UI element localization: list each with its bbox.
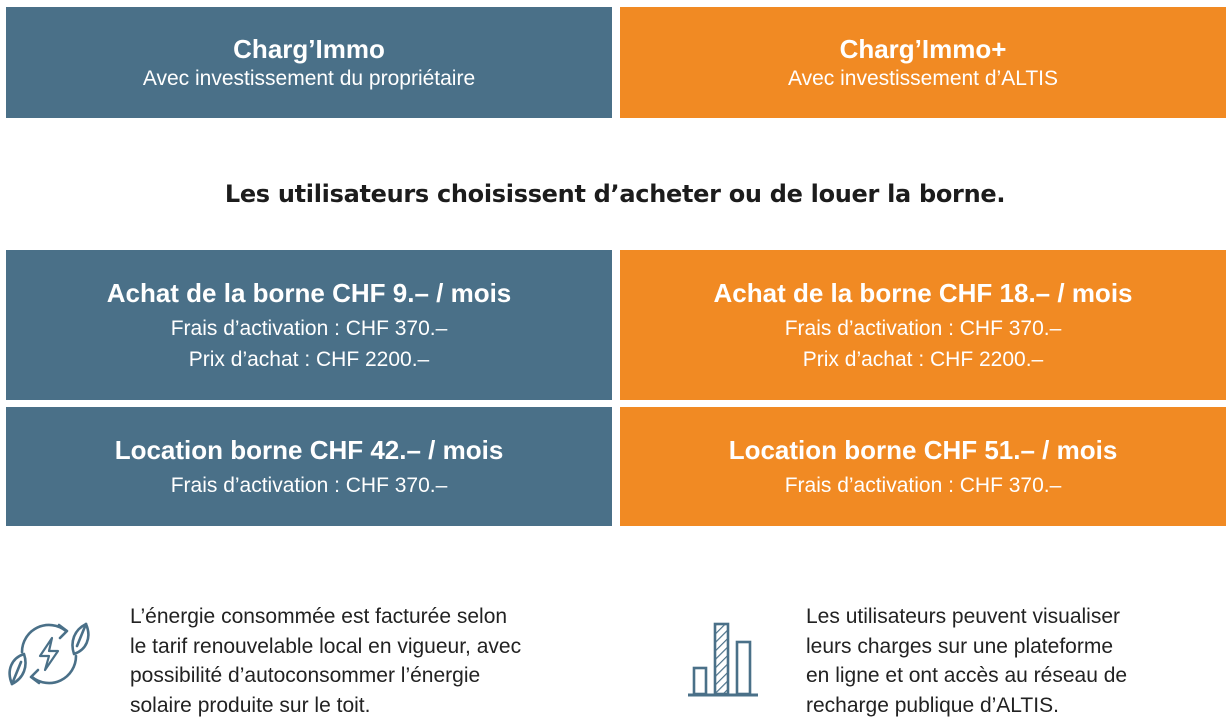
activation-fee: Frais d’activation : CHF 370.–: [784, 317, 1062, 340]
platform-info-text: Les utilisateurs peuvent visualiser leurs charges sur une plateforme en ligne et ont accès au réseau de recharge publique d’ALTIS.: [806, 605, 1128, 717]
purchase-option-chargimmo: [6, 250, 612, 400]
option-title: Achat de la borne CHF 9.– / mois: [106, 278, 512, 308]
purchase-price: Prix d’achat : CHF 2200.–: [188, 348, 430, 371]
offer-subtitle: Avec investissement du propriétaire: [142, 66, 476, 90]
option-title: Location borne CHF 42.– / mois: [114, 435, 504, 465]
option-title: Location borne CHF 51.– / mois: [728, 435, 1118, 465]
rental-option-chargimmo: [6, 407, 612, 526]
offer-header-chargimmo-plus: [620, 7, 1226, 118]
renewable-energy-icon: [4, 614, 94, 694]
activation-fee: Frais d’activation : CHF 370.–: [170, 317, 448, 340]
offer-subtitle: Avec investissement d’ALTIS: [787, 66, 1058, 90]
tagline: Les utilisateurs choisissent d’acheter ou de louer la borne.: [224, 180, 1006, 208]
offer-title: Charg’Immo+: [839, 33, 1007, 64]
bar-chart-icon: [686, 620, 760, 698]
purchase-option-chargimmo-plus: [620, 250, 1226, 400]
energy-info-text: L’énergie consommée est facturée selon le tarif renouvelable local en vigueur, avec possibilité d’autoconsommer l’énergie solaire produite sur le toit.: [130, 605, 522, 717]
rental-option-chargimmo-plus: [620, 407, 1226, 526]
offer-header-chargimmo: [6, 7, 612, 118]
activation-fee: Frais d’activation : CHF 370.–: [170, 474, 448, 497]
purchase-price: Prix d’achat : CHF 2200.–: [802, 348, 1044, 371]
activation-fee: Frais d’activation : CHF 370.–: [784, 474, 1062, 497]
option-title: Achat de la borne CHF 18.– / mois: [713, 278, 1133, 308]
offer-title: Charg’Immo: [233, 33, 385, 64]
